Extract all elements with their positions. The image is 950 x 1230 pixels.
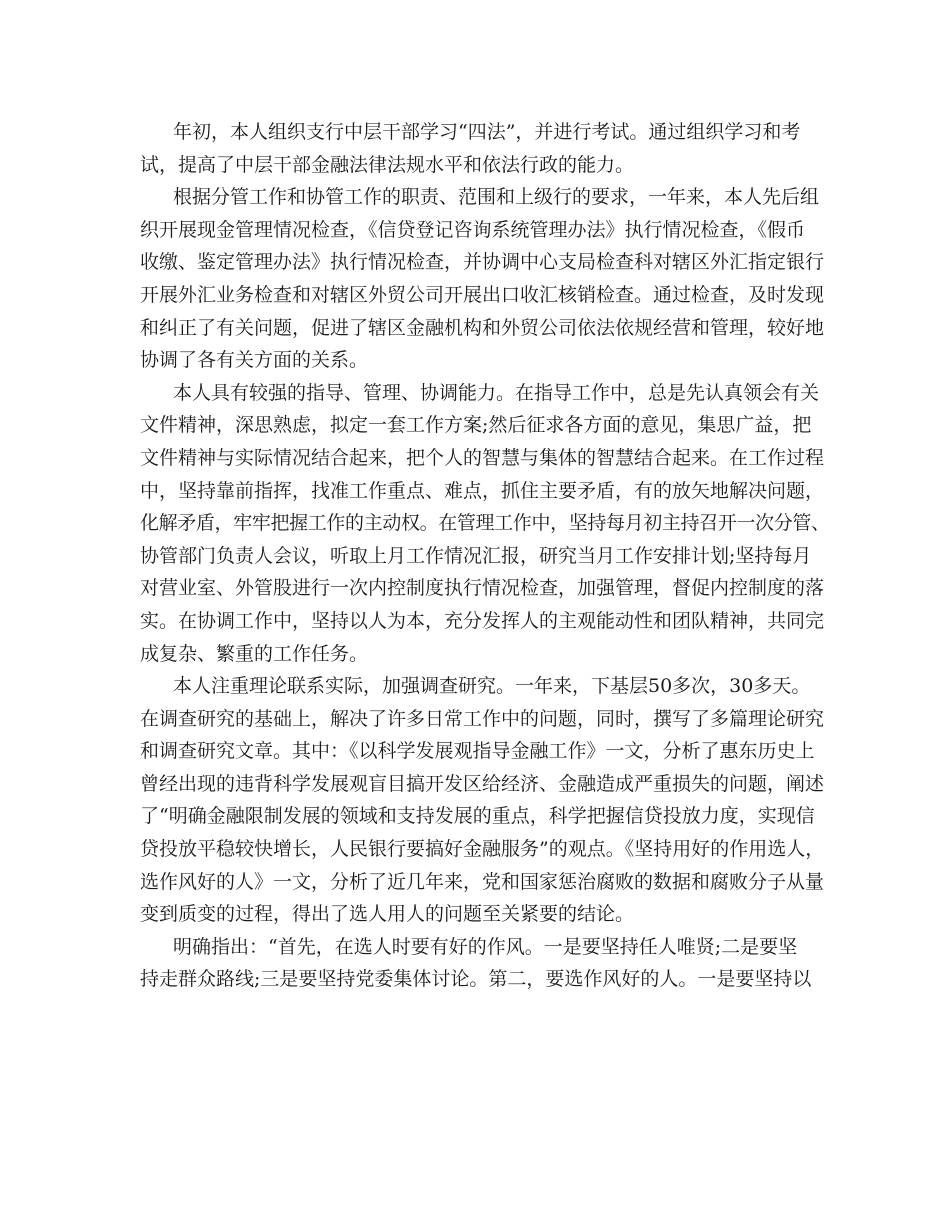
text-line: 和调查研究文章。其中：《以科学发展观指导金融工作》一文，分析了惠东历史上 <box>140 740 815 763</box>
text-line: 试，提高了中层干部金融法律法规水平和依法行政的能力。 <box>140 153 635 176</box>
text-line: 变到质变的过程，得出了选人用人的问题至关紧要的结论。 <box>140 903 635 926</box>
text-line: 文件精神与实际情况结合起来，把个人的智慧与集体的智慧结合起来。在工作过程 <box>140 446 825 469</box>
text-line: 协调了各有关方面的关系。 <box>140 349 369 372</box>
paragraph-first-line: 本人具有较强的指导、管理、协调能力。在指导工作中，总是先认真领会有关 <box>173 381 820 404</box>
text-line: 实。在协调工作中，坚持以人为本，充分发挥人的主观能动性和团队精神，共同完 <box>140 609 825 632</box>
text-line: 持走群众路线;三是要坚持党委集体讨论。第二，要选作风好的人。一是要坚持以 <box>140 968 812 991</box>
text-line: 在调查研究的基础上，解决了许多日常工作中的问题，同时，撰写了多篇理论研究 <box>140 707 825 730</box>
text-line: 和纠正了有关问题，促进了辖区金融机构和外贸公司依法依规经营和管理，较好地 <box>140 316 825 339</box>
text-line: 开展外汇业务检查和对辖区外贸公司开展出口收汇核销检查。通过检查，及时发现 <box>140 283 825 306</box>
text-line: 选作风好的人》一文，分析了近几年来，党和国家惩治腐败的数据和腐败分子从量 <box>140 870 825 893</box>
text-line: 收缴、鉴定管理办法》执行情况检查，并协调中心支局检查科对辖区外汇指定银行 <box>140 251 825 274</box>
text-line: 协管部门负责人会议，听取上月工作情况汇报，研究当月工作安排计划;坚持每月 <box>140 544 812 567</box>
text-line: 中，坚持靠前指挥，找准工作重点、难点，抓住主要矛盾，有的放矢地解决问题， <box>140 479 825 502</box>
text-line: 了“明确金融限制发展的领域和支持发展的重点，科学把握信贷投放力度，实现信 <box>140 805 815 828</box>
paragraph-first-line: 本人注重理论联系实际，加强调查研究。一年来，下基层50多次，30多天。 <box>173 675 811 698</box>
text-line: 对营业室、外管股进行一次内控制度执行情况检查，加强管理，督促内控制度的落 <box>140 577 825 600</box>
text-line: 成复杂、繁重的工作任务。 <box>140 642 369 665</box>
body-text <box>140 116 830 996</box>
text-line: 化解矛盾，牢牢把握工作的主动权。在管理工作中，坚持每月初主持召开一次分管、 <box>140 512 830 535</box>
text-line: 文件精神，深思熟虑，拟定一套工作方案;然后征求各方面的意见，集思广益，把 <box>140 414 812 437</box>
paragraph-first-line: 根据分管工作和协管工作的职责、范围和上级行的要求，一年来，本人先后组 <box>173 186 820 209</box>
paragraph-first-line: 明确指出：“首先，在选人时要有好的作风。一是要坚持任人唯贤;二是要坚 <box>173 935 798 958</box>
text-line: 织开展现金管理情况检查，《信贷登记咨询系统管理办法》执行情况检查，《假币 <box>140 218 806 241</box>
paragraph-first-line: 年初，本人组织支行中层干部学习“四法”，并进行考试。通过组织学习和考 <box>173 121 801 143</box>
text-line: 曾经出现的违背科学发展观盲目搞开发区给经济、金融造成严重损失的问题，阐述 <box>140 772 825 795</box>
text-line: 贷投放平稳较快增长，人民银行要搞好金融服务”的观点。《坚持用好的作用选人， <box>140 838 825 861</box>
